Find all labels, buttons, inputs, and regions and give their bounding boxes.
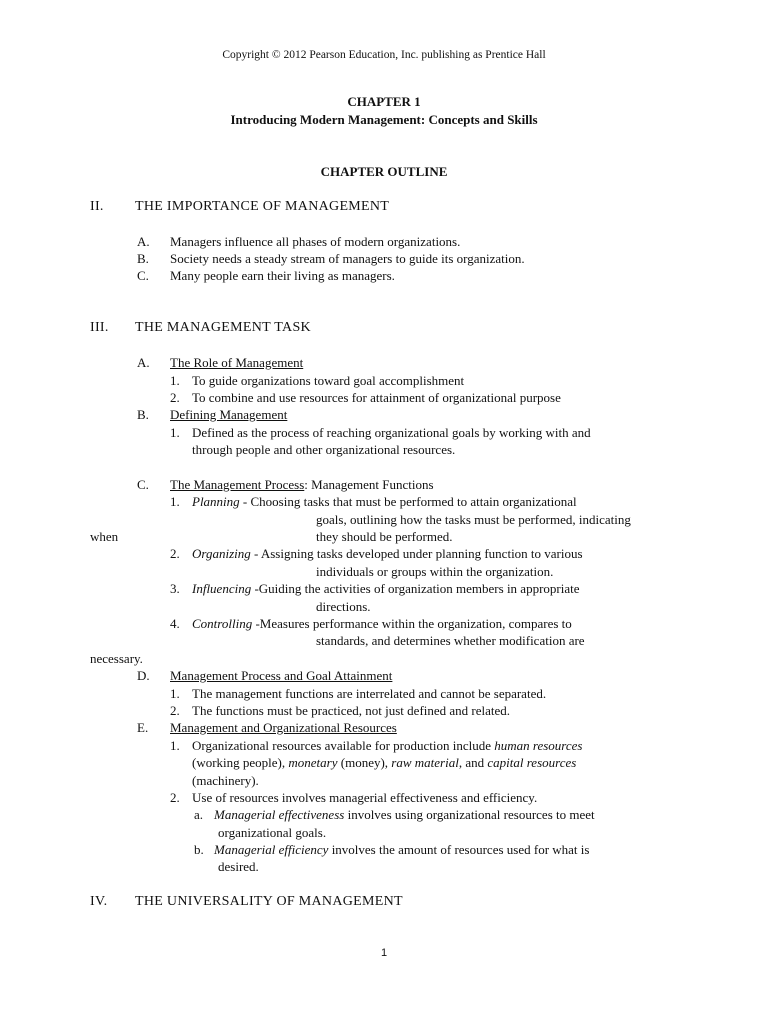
text-run: Organizational resources available for production include bbox=[192, 738, 495, 753]
list-item: Many people earn their living as managers. bbox=[170, 268, 395, 283]
item-number: 3. bbox=[170, 581, 180, 596]
section-3-number: III. bbox=[90, 320, 109, 335]
function-organizing bbox=[192, 546, 583, 562]
list-item-label: C. bbox=[137, 268, 149, 283]
wrapped-word: when bbox=[90, 529, 119, 544]
term-organizing: Organizing bbox=[192, 546, 251, 561]
subsection-label: C. bbox=[137, 477, 149, 492]
list-item: Use of resources involves managerial effectiveness and efficiency. bbox=[192, 790, 538, 805]
list-item: Managers influence all phases of modern organizations. bbox=[170, 234, 461, 249]
term-managerial-effectiveness: Managerial effectiveness bbox=[214, 807, 345, 822]
item-number: 1. bbox=[170, 373, 180, 388]
term-influencing: Influencing bbox=[192, 581, 252, 596]
definition-continuation: directions. bbox=[316, 599, 371, 614]
definition-text: - Choosing tasks that must be performed to attain organizational bbox=[239, 494, 577, 509]
section-4-title: THE UNIVERSALITY OF MANAGEMENT bbox=[135, 894, 403, 909]
function-influencing bbox=[192, 581, 580, 597]
sub-item-continuation: organizational goals. bbox=[218, 825, 327, 840]
function-controlling bbox=[192, 616, 572, 632]
section-2-number: II. bbox=[90, 199, 104, 214]
list-item: To combine and use resources for attainment of organizational purpose bbox=[192, 390, 561, 405]
subsection-title: Defining Management bbox=[170, 407, 288, 422]
list-item-label: A. bbox=[137, 234, 150, 249]
list-item: Defined as the process of reaching organizational goals by working with and bbox=[192, 425, 591, 440]
subsection-title-underlined: The Management Process bbox=[170, 477, 305, 492]
definition-text: -Measures performance within the organization, compares to bbox=[252, 616, 572, 631]
list-item: The functions must be practiced, not just defined and related. bbox=[192, 703, 511, 718]
definition-continuation: goals, outlining how the tasks must be performed, indicating bbox=[316, 512, 631, 527]
page-number: 1 bbox=[380, 947, 388, 959]
sub-item-continuation: desired. bbox=[218, 859, 259, 874]
item-number: 1. bbox=[170, 738, 180, 753]
subsection-label: D. bbox=[137, 668, 150, 683]
subsection-label: E. bbox=[137, 720, 149, 735]
term-human-resources: human resources bbox=[494, 738, 583, 753]
list-item: Society needs a steady stream of managers to guide its organization. bbox=[170, 251, 525, 266]
section-2-title: THE IMPORTANCE OF MANAGEMENT bbox=[135, 199, 390, 214]
list-item-continuation: (machinery). bbox=[192, 773, 259, 788]
subsection-title: Management and Organizational Resources bbox=[170, 720, 397, 735]
list-item-continuation: through people and other organizational resources. bbox=[192, 442, 456, 457]
definition-continuation: individuals or groups within the organization. bbox=[316, 564, 554, 579]
sub-item-label: a. bbox=[194, 807, 204, 822]
list-item bbox=[192, 738, 583, 754]
sub-item-label: b. bbox=[194, 842, 204, 857]
definition-continuation: they should be performed. bbox=[316, 529, 453, 544]
sub-item bbox=[214, 842, 589, 858]
subsection-title: Management Process and Goal Attainment bbox=[170, 668, 393, 683]
item-number: 1. bbox=[170, 686, 180, 701]
term-controlling: Controlling bbox=[192, 616, 253, 631]
wrapped-word: necessary. bbox=[90, 651, 143, 666]
term-capital-resources: capital resources bbox=[487, 755, 577, 770]
term-raw-material: raw material bbox=[391, 755, 459, 770]
text-run: (working people), bbox=[192, 755, 289, 770]
section-4-number: IV. bbox=[90, 894, 108, 909]
text-run: , and bbox=[458, 755, 488, 770]
item-number: 2. bbox=[170, 790, 180, 805]
subsection-label: B. bbox=[137, 407, 149, 422]
text-run: (money), bbox=[337, 755, 392, 770]
definition-text: -Guiding the activities of organization members in appropriate bbox=[251, 581, 580, 596]
subsection-label: A. bbox=[137, 355, 150, 370]
subsection-title bbox=[170, 477, 434, 493]
function-planning bbox=[192, 494, 577, 510]
subsection-title: The Role of Management bbox=[170, 355, 304, 370]
definition-text: - Assigning tasks developed under planning function to various bbox=[250, 546, 583, 561]
item-number: 2. bbox=[170, 546, 180, 561]
item-number: 1. bbox=[170, 425, 180, 440]
list-item: The management functions are interrelated and cannot be separated. bbox=[192, 686, 547, 701]
text-run: involves the amount of resources used for what is bbox=[328, 842, 590, 857]
item-number: 4. bbox=[170, 616, 180, 631]
copyright-line: Copyright © 2012 Pearson Education, Inc. publishing as Prentice Hall bbox=[222, 49, 546, 61]
term-managerial-efficiency: Managerial efficiency bbox=[214, 842, 329, 857]
term-monetary: monetary bbox=[288, 755, 338, 770]
item-number: 1. bbox=[170, 494, 180, 509]
item-number: 2. bbox=[170, 703, 180, 718]
text-run: involves using organizational resources to meet bbox=[344, 807, 595, 822]
sub-item bbox=[214, 807, 595, 823]
item-number: 2. bbox=[170, 390, 180, 405]
chapter-number: CHAPTER 1 bbox=[347, 94, 421, 109]
list-item: To guide organizations toward goal accomplishment bbox=[192, 373, 465, 388]
list-item-label: B. bbox=[137, 251, 149, 266]
term-planning: Planning bbox=[192, 494, 240, 509]
list-item-continuation bbox=[192, 755, 576, 771]
section-3-title: THE MANAGEMENT TASK bbox=[135, 320, 311, 335]
outline-heading: CHAPTER OUTLINE bbox=[320, 164, 448, 179]
chapter-title: Introducing Modern Management: Concepts and Skills bbox=[230, 112, 538, 127]
subsection-title-rest: : Management Functions bbox=[304, 477, 434, 492]
definition-continuation: standards, and determines whether modification are bbox=[316, 633, 585, 648]
